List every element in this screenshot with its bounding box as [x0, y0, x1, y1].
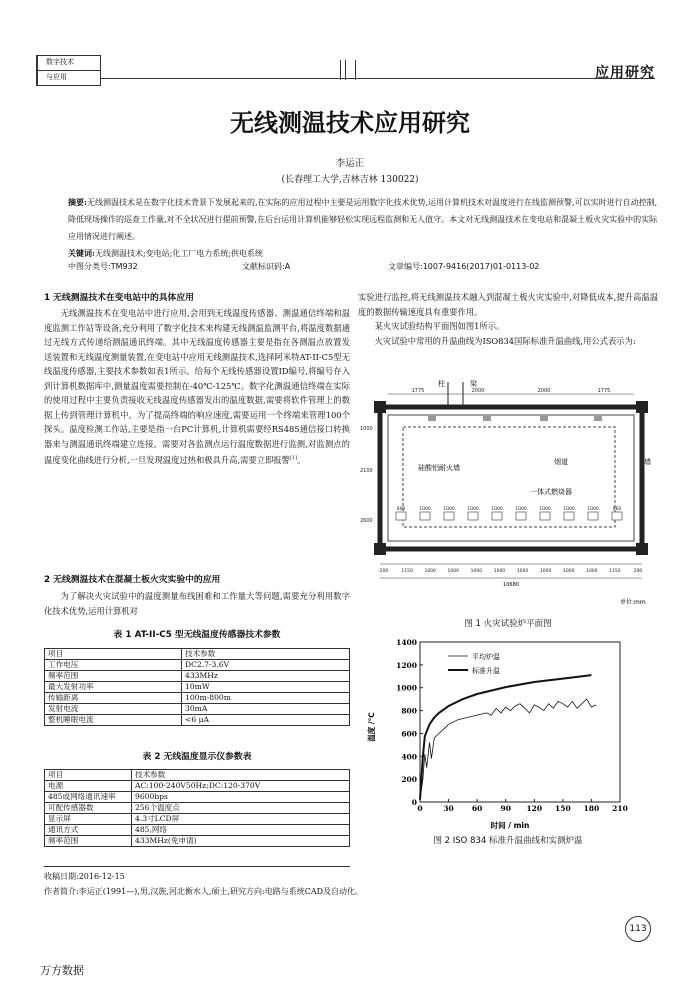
x-tick-label: 210 — [612, 804, 628, 813]
dim-top-label: 1775 — [411, 388, 425, 394]
burner — [468, 512, 478, 520]
burner — [612, 512, 622, 520]
series-average-furnace-temp — [420, 699, 596, 800]
burner-dim-label: 660 — [612, 507, 622, 512]
section-label: 应用研究 — [595, 65, 655, 81]
burner — [588, 512, 598, 520]
burner — [564, 512, 574, 520]
table-1-caption: 表 1 AT-II-C5 型无线温度传感器技术参数 — [113, 630, 281, 640]
burner-dim-label: 1000 — [491, 507, 503, 512]
burner — [396, 512, 406, 520]
burner-dim-label: 1000 — [539, 507, 551, 512]
y-tick-label: 0 — [411, 798, 417, 807]
dim-left-label: 1000 — [360, 426, 373, 432]
page-number: 113 — [625, 916, 651, 942]
table-cell: 频率范围 — [45, 836, 132, 847]
dim-bottom-label: 1150 — [609, 569, 621, 574]
table-row — [45, 693, 350, 704]
dim-bottom-label: 1000 — [539, 569, 552, 574]
table-row — [45, 704, 350, 715]
table-cell: 10mW — [182, 682, 350, 693]
table-cell: 发射电流 — [45, 704, 182, 715]
table-row — [45, 660, 350, 671]
table-row — [45, 649, 350, 660]
author: 李运正 — [335, 158, 365, 169]
table-row — [45, 803, 350, 814]
legend-label: 标准升温 — [472, 667, 500, 675]
label-wall: 墙 — [644, 458, 651, 466]
furnace-wall — [380, 407, 642, 549]
paper-title: 无线测温技术应用研究 — [230, 108, 470, 137]
section-1-heading: 1 无线测温技术在变电站中的具体应用 — [44, 293, 194, 303]
x-tick-label: 60 — [471, 804, 483, 813]
section-2-body — [44, 589, 350, 618]
dim-bottom-label: 1150 — [401, 569, 413, 574]
dim-bottom-label: 1000 — [424, 569, 436, 574]
label-burner: 一体式燃烧器 — [530, 488, 572, 496]
figure-2-chart — [358, 632, 658, 834]
right-para-3: 火灾试验中常用的升温曲线为ISO834国际标准升温曲线,用公式表示为: — [374, 335, 636, 346]
table-cell: 100m-800m — [182, 693, 350, 704]
label-fire-wall: 硅酸铝耐火墙 — [418, 464, 460, 472]
abstract-label: 摘要: — [68, 197, 87, 207]
table-cell: AC:100-240V50Hz;DC:120-370V — [132, 781, 350, 792]
footnote — [44, 869, 664, 899]
logo-line-1: 数字技术 — [46, 58, 74, 66]
abstract-text: 无线测温技术是在数字化技术背景下发展起来的,在实际的应用过程中主要是运用数字化技术优势,运用计算机技术对温度进行在线监测预警,可以实时进行自动控制,降低现场操作的巡查工作量,对不全状况进行提前预警,在后台运用计算机能够轻松实现远程监测和无人值守。本文对无线测温技术在变电站和混凝土板火灾实验中的实际应用情况进行阐述。 — [68, 198, 658, 241]
section-2-heading: 2 无线测温技术在混凝土板火灾实验中的应用 — [44, 575, 221, 585]
table-cell: 电源 — [45, 781, 132, 792]
dim-bottom-label: 1000 — [447, 569, 459, 574]
table-cell: 整机睡眠电流 — [45, 715, 182, 726]
y-tick-label: 1000 — [396, 683, 417, 693]
x-tick-label: 30 — [443, 804, 454, 813]
author-bio: 作者简介:李运正(1991—),男,汉族,河北衡水人,硕士,研究方向:电路与系统CAD及自动化。 — [44, 887, 364, 896]
plot-frame — [420, 642, 620, 802]
y-tick-label: 400 — [401, 752, 417, 762]
dim-bottom-label: 1000 — [493, 569, 506, 574]
table-cell: 433MHz — [182, 671, 350, 682]
table-row — [45, 836, 350, 847]
table-2 — [44, 769, 350, 847]
dim-top-label: 2000 — [537, 388, 551, 394]
dim-bottom-label: 1000 — [470, 569, 483, 574]
x-tick-label: 150 — [555, 804, 571, 813]
article-number: 文章编号:1007-9416(2017)01-0113-02 — [388, 262, 540, 271]
burner — [492, 512, 502, 520]
x-tick-label: 0 — [417, 804, 423, 813]
keywords-label: 关键词: — [68, 248, 95, 258]
burner-dim-label: 1000 — [563, 507, 575, 512]
table-cell: 4.3寸LCD屏 — [132, 814, 350, 825]
burner-dim-label: 1000 — [467, 507, 479, 512]
right-para-2: 某火灾试验结构平面图如图1所示。 — [374, 321, 505, 331]
table-1 — [44, 648, 350, 726]
table-row — [45, 682, 350, 693]
dim-bottom-label: 1000 — [586, 569, 598, 574]
label-column: 柱 — [438, 380, 445, 388]
table-row — [45, 781, 350, 792]
table-cell: 显示屏 — [45, 814, 132, 825]
y-tick-label: 800 — [401, 706, 417, 716]
source-watermark: 万方数据 — [40, 964, 84, 977]
citation: [1] — [289, 455, 297, 461]
figure-1-furnace-plan — [358, 372, 658, 612]
section-2-text: 为了解决火灾试验中的温度测量布线困难和工作量大等问题,需要充分利用数字化技术优势,运用计算机对 — [44, 591, 350, 616]
dim-top-label: 2000 — [471, 388, 485, 394]
section-1-body: 无线测温技术在变电站中进行应用,会用到无线温度传感器、测温通信终端和温度监测工作站等设备,充分利用了数字化技术来构建无线测温监测平台,将温度数据通过无线方式传递给测温通讯终端。其中无线温度传感器主要是指在各测温点放置发送装置和无线温度测量装置,在变电站中应用无线测温技术,选择阿米特AT-II-C5型无线温度传感器,主要技术参数如表1所示。给每个无线传感器设置ID编号,将编号存入到计算机数据库中,测量温度需要控制在-40℃-125℃。数字化测温通信终端在实际的使用过程中主要负责接收无线温度传感器发出的温度数据,需要将软件管理上的数据上传到管理计算机中。为了提高终端的响应速度,需要运用一个终端来管理100个探头。温度检测工作站,主要是指一台PC计算机,计算机需要经RS485通信接口转换器来与测温通讯终端建立连接。需要对各监测点运行温度数据进行监测,对监测点的温度变化曲线进行分析,一旦发现温度过热和极具升高,需要立即报警[1]。 — [44, 308, 350, 465]
furnace-inner — [388, 415, 634, 541]
dim-left-label: 2100 — [360, 468, 373, 474]
keywords-text: 无线测温技术;变电站;化工厂电力系统;供电系统 — [94, 249, 264, 258]
table-row — [45, 825, 350, 836]
clc-number: 中图分类号:TM932 — [68, 262, 138, 271]
table-cell: 可配传感器数 — [45, 803, 132, 814]
journal-logo — [36, 55, 101, 86]
received-date: 收稿日期:2016-12-15 — [44, 872, 125, 881]
flue-mark — [540, 416, 548, 421]
table-cell: <6 μA — [182, 715, 350, 726]
table-row — [45, 814, 350, 825]
dim-top-label: 1775 — [597, 388, 611, 394]
x-tick-label: 90 — [500, 804, 511, 813]
label-flue: 烟道 — [554, 458, 568, 466]
figure-1-caption: 图 1 火灾试验炉平面图 — [464, 619, 552, 629]
flue-mark — [594, 416, 602, 421]
table-cell: 9600bps — [132, 792, 350, 803]
fire-wall-outline — [403, 427, 615, 527]
table-row — [45, 792, 350, 803]
table-cell: 通讯方式 — [45, 825, 132, 836]
y-tick-label: 600 — [401, 729, 417, 739]
table-cell: DC2.7-3.6V — [182, 660, 350, 671]
table-header-cell: 项目 — [45, 649, 182, 660]
burner-dim-label: 1000 — [587, 507, 599, 512]
y-axis-label: 温度 /℃ — [367, 712, 376, 742]
section-1-text: 无线测温技术在变电站中进行应用,会用到无线温度传感器、测温通信终端和温度监测工作站等设备,充分利用了数字化技术来构建无线测温监测平台,将温度数据通过无线方式传递给测温通讯终端。其中无线温度传感器主要是指在各测温点放置发送装置和无线温度测量装置,在变电站中应用无线测温技术,选择阿米特AT-II-C5型无线温度传感器,主要技术参数如表1所示。给每个无线传感器设置ID编号,将编号存入到计算机数据库中,测量温度需要控制在-40℃-125℃。数字化测温通信终端在实际的使用过程中主要负责接收无线温度传感器发出的温度数据,需要将软件管理上的数据上传到管理计算机中。为了提高终端的响应速度,需要运用一个终端来管理100个探头。温度检测工作站,主要是指一台PC计算机,计算机需要经RS485通信接口转换器来与测温通讯终端建立连接。需要对各监测点运行温度数据进行监测,对监测点的温度变化曲线进行分析,一旦发现温度过热和极具升高,需要立即报警 — [44, 308, 350, 465]
dim-total: 10680 — [503, 582, 519, 588]
table-cell: 485,网络 — [132, 825, 350, 836]
burner — [516, 512, 526, 520]
series-standard-curve — [420, 675, 591, 800]
table-cell: 传输距离 — [45, 693, 182, 704]
table-cell: 433MHz(免申请) — [132, 836, 350, 847]
table-header-cell: 技术参数 — [182, 649, 350, 660]
label-beam: 梁 — [470, 380, 477, 388]
burner-dim-label: 1000 — [515, 507, 527, 512]
logo-line-2: 与应用 — [46, 73, 67, 81]
table-cell: 最大发射功率 — [45, 682, 182, 693]
figure-2-caption: 图 2 ISO 834 标准升温曲线和实测炉温 — [433, 836, 583, 846]
dim-left-label: 2600 — [360, 518, 373, 524]
affiliation: (长春理工大学,吉林吉林 130022) — [281, 175, 419, 185]
header-rule — [100, 78, 655, 79]
table-2-caption: 表 2 无线温度显示仪参数表 — [142, 752, 252, 762]
burner — [540, 512, 550, 520]
x-tick-label: 120 — [526, 804, 543, 813]
burner — [420, 512, 430, 520]
burner-dim-label: 1000 — [419, 507, 431, 512]
table-header-cell: 项目 — [45, 770, 132, 781]
table-row — [45, 770, 350, 781]
abstract — [68, 194, 658, 262]
dim-bottom-label: 1000 — [516, 569, 529, 574]
table-row — [45, 671, 350, 682]
y-tick-label: 1400 — [396, 638, 417, 647]
y-tick-label: 200 — [401, 775, 417, 785]
burner — [444, 512, 454, 520]
burner-dim-label: 600 — [396, 507, 406, 512]
right-para-1: 实验进行监控,将无线测温技术融入到混凝土板火灾实验中,对降低成本,提升高温温度的数据传输速度具有重要作用。 — [358, 292, 658, 317]
flue-mark — [483, 416, 491, 421]
flue-mark — [428, 416, 436, 421]
table-row — [45, 715, 350, 726]
table-cell: 256个温度点 — [132, 803, 350, 814]
unit-label: 单位:mm — [620, 599, 646, 606]
footnote-rule — [44, 866, 350, 867]
table-cell: 工作电压 — [45, 660, 182, 671]
table-cell: 频率范围 — [45, 671, 182, 682]
legend-label: 平均炉温 — [472, 653, 500, 661]
columns — [374, 401, 648, 555]
table-header-cell: 技术参数 — [132, 770, 350, 781]
y-tick-label: 1200 — [396, 660, 417, 670]
dim-bottom-label: 1000 — [563, 569, 575, 574]
x-axis-label: 时间 / min — [490, 821, 530, 830]
burner-dim-label: 1000 — [443, 507, 455, 512]
x-tick-label: 180 — [583, 804, 600, 813]
dim-bottom-label: 200 — [633, 569, 643, 574]
right-column-text — [358, 290, 658, 348]
table-cell: 30mA — [182, 704, 350, 715]
table-cell: 485或网络通讯速率 — [45, 792, 132, 803]
document-code: 文献标识码:A — [242, 262, 291, 271]
dim-bottom-label: 200 — [379, 569, 389, 574]
